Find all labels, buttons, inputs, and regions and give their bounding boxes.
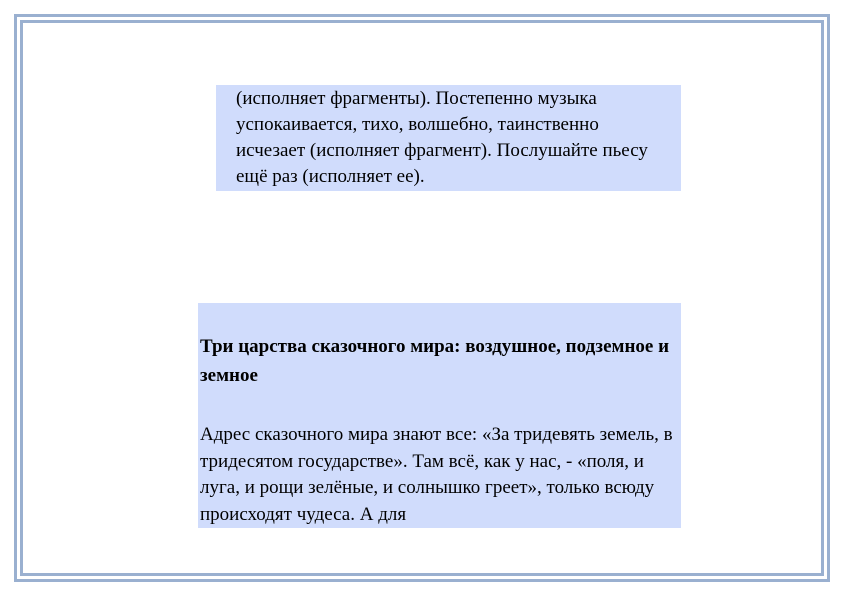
section-body: Адрес сказочного мира знают все: «За тридевять земель, в тридесятом государстве». Там всё, как у нас, - «поля, и луга, и рощи зелёные, и солнышко греет», только всюду происходят чудеса. А для <box>200 424 673 525</box>
section-heading: Три царства сказочного мира: воздушное, подземное и земное <box>200 336 670 386</box>
text-fragment-block <box>216 85 681 191</box>
text-fragment-paragraph: (исполняет фрагменты). Постепенно музыка успокаивается, тихо, волшебно, таинственно исчезает (исполняет фрагмент). Послушайте пьесу ещё раз (исполняет ее). <box>236 88 648 187</box>
section-block <box>198 303 681 528</box>
